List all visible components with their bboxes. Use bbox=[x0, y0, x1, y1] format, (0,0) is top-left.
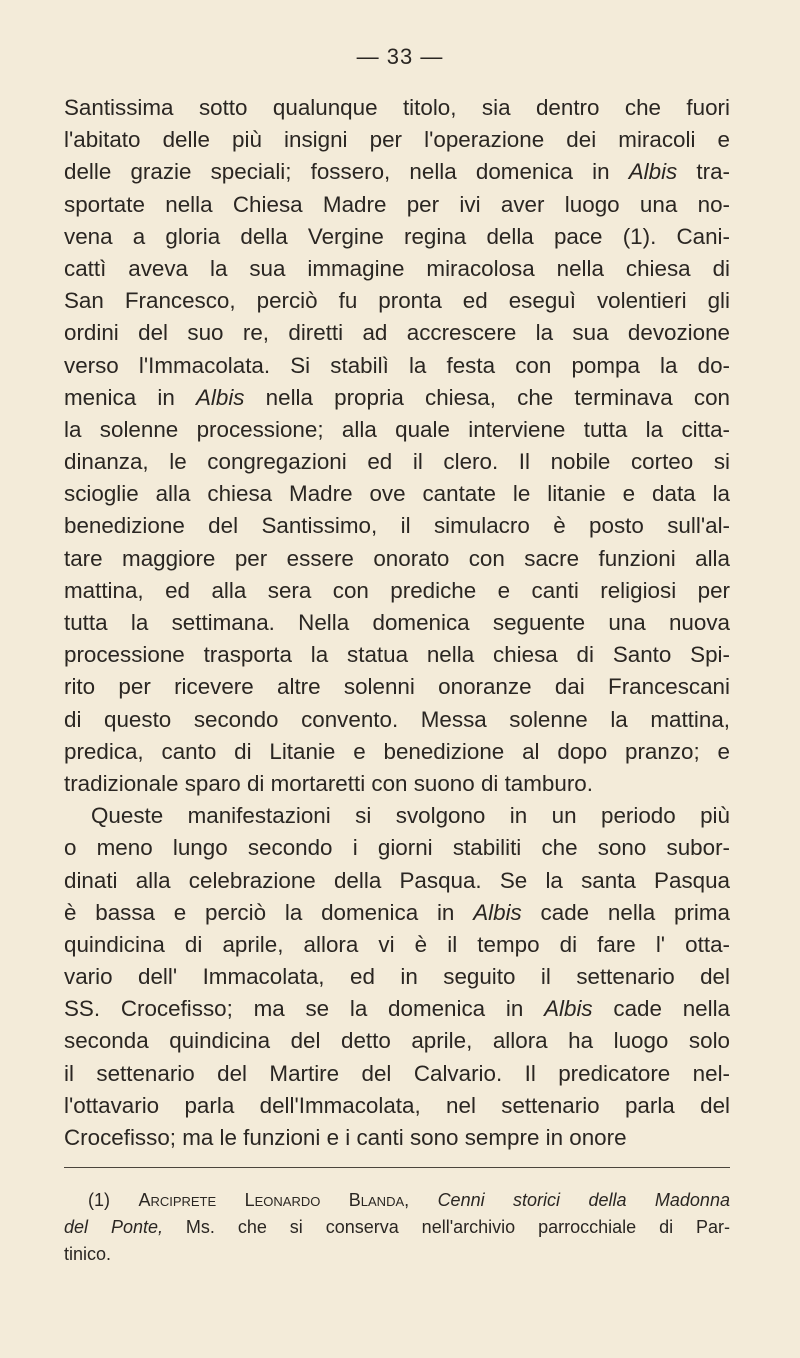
text-line: processione trasporta la statua nella chiesa di Santo Spi- bbox=[64, 642, 730, 668]
text-line: dinanza, le congregazioni ed il clero. Il nobile corteo si bbox=[64, 449, 730, 475]
text-line bbox=[64, 897, 730, 929]
italic-term: Albis bbox=[473, 899, 522, 925]
text-line: seconda quindicina del detto aprile, allora ha luogo solo bbox=[64, 1028, 730, 1054]
text-line: di questo secondo convento. Messa solenne la mattina, bbox=[64, 706, 730, 732]
page-number: — 33 — bbox=[356, 44, 444, 69]
footnote-title-cont: del Ponte, bbox=[64, 1217, 163, 1237]
text-line: vario dell' Immacolata, ed in seguito il settenario del bbox=[64, 964, 730, 990]
text-line: l'abitato delle più insigni per l'operazione dei miracoli e bbox=[64, 127, 730, 153]
text-segment: menica in bbox=[64, 384, 196, 410]
text-line bbox=[64, 156, 730, 188]
footnote bbox=[64, 1187, 730, 1268]
text-segment: cade nella bbox=[592, 996, 730, 1022]
text-line: Queste manifestazioni si svolgono in un periodo più bbox=[91, 803, 730, 829]
text-line: benedizione del Santissimo, il simulacro è posto sull'al- bbox=[64, 513, 730, 539]
text-line: cattì aveva la sua immagine miracolosa nella chiesa di bbox=[64, 255, 730, 281]
text-line: verso l'Immacolata. Si stabilì la festa con pompa la do- bbox=[64, 352, 730, 378]
text-line: mattina, ed alla sera con prediche e canti religiosi per bbox=[64, 577, 730, 603]
text-line: tare maggiore per essere onorato con sacre funzioni alla bbox=[64, 545, 730, 571]
footnote-marker: (1) bbox=[88, 1190, 110, 1210]
text-line: l'ottavario parla dell'Immacolata, nel settenario parla del bbox=[64, 1092, 730, 1118]
text-segment: delle grazie speciali; fossero, nella domenica in bbox=[64, 159, 629, 185]
body-text bbox=[64, 92, 730, 1154]
text-line bbox=[64, 993, 730, 1025]
footnote-line: tinico. bbox=[64, 1244, 112, 1264]
text-line: Crocefisso; ma le funzioni e i canti sono sempre in onore bbox=[64, 1125, 627, 1150]
italic-term: Albis bbox=[628, 159, 678, 185]
text-line: vena a gloria della Vergine regina della pace (1). Cani- bbox=[64, 223, 730, 249]
footnote-line bbox=[64, 1187, 730, 1214]
footnote-title: Cenni storici della Madonna bbox=[437, 1190, 730, 1210]
text-line: Santissima sotto qualunque titolo, sia dentro che fuori bbox=[64, 95, 730, 120]
paragraph-2 bbox=[64, 800, 730, 1154]
text-line: ordini del suo re, diretti ad accrescere la sua devozione bbox=[64, 320, 730, 346]
text-line: sportate nella Chiesa Madre per ivi aver luogo una no- bbox=[64, 191, 730, 217]
text-segment: nella propria chiesa, che terminava con bbox=[244, 384, 730, 410]
text-line: il settenario del Martire del Calvario. Il predicatore nel- bbox=[64, 1060, 730, 1086]
footnote-line bbox=[64, 1214, 730, 1241]
text-line bbox=[64, 382, 730, 414]
text-segment: tra- bbox=[677, 159, 730, 185]
text-line: tradizionale sparo di mortaretti con suono di tamburo. bbox=[64, 770, 593, 796]
footnote-author: Arciprete Leonardo Blanda, bbox=[138, 1190, 410, 1210]
text-segment: è bassa e perciò la domenica in bbox=[64, 899, 474, 925]
text-line: scioglie alla chiesa Madre ove cantate le litanie e data la bbox=[64, 481, 730, 507]
text-segment: cade nella prima bbox=[521, 899, 731, 925]
paragraph-1 bbox=[64, 92, 730, 800]
text-line: dinati alla celebrazione della Pasqua. Se la santa Pasqua bbox=[64, 867, 730, 893]
italic-term: Albis bbox=[195, 384, 245, 410]
text-line: la solenne processione; alla quale interviene tutta la citta- bbox=[64, 416, 730, 442]
italic-term: Albis bbox=[544, 996, 593, 1022]
footnote-text: Ms. che si conserva nell'archivio parrocchiale di Par- bbox=[163, 1217, 731, 1237]
text-line: tutta la settimana. Nella domenica seguente una nuova bbox=[64, 610, 730, 635]
text-line: predica, canto di Litanie e benedizione al dopo pranzo; e bbox=[64, 738, 730, 764]
text-line: San Francesco, perciò fu pronta ed eseguì volentieri gli bbox=[64, 288, 730, 314]
text-line: quindicina di aprile, allora vi è il tempo di fare l' otta- bbox=[64, 931, 730, 957]
text-line: rito per ricevere altre solenni onoranze dai Francescani bbox=[64, 674, 730, 700]
text-line: o meno lungo secondo i giorni stabiliti che sono subor- bbox=[64, 835, 730, 861]
text-segment: SS. Crocefisso; ma se la domenica in bbox=[64, 996, 545, 1022]
footnote-divider bbox=[64, 1167, 730, 1168]
